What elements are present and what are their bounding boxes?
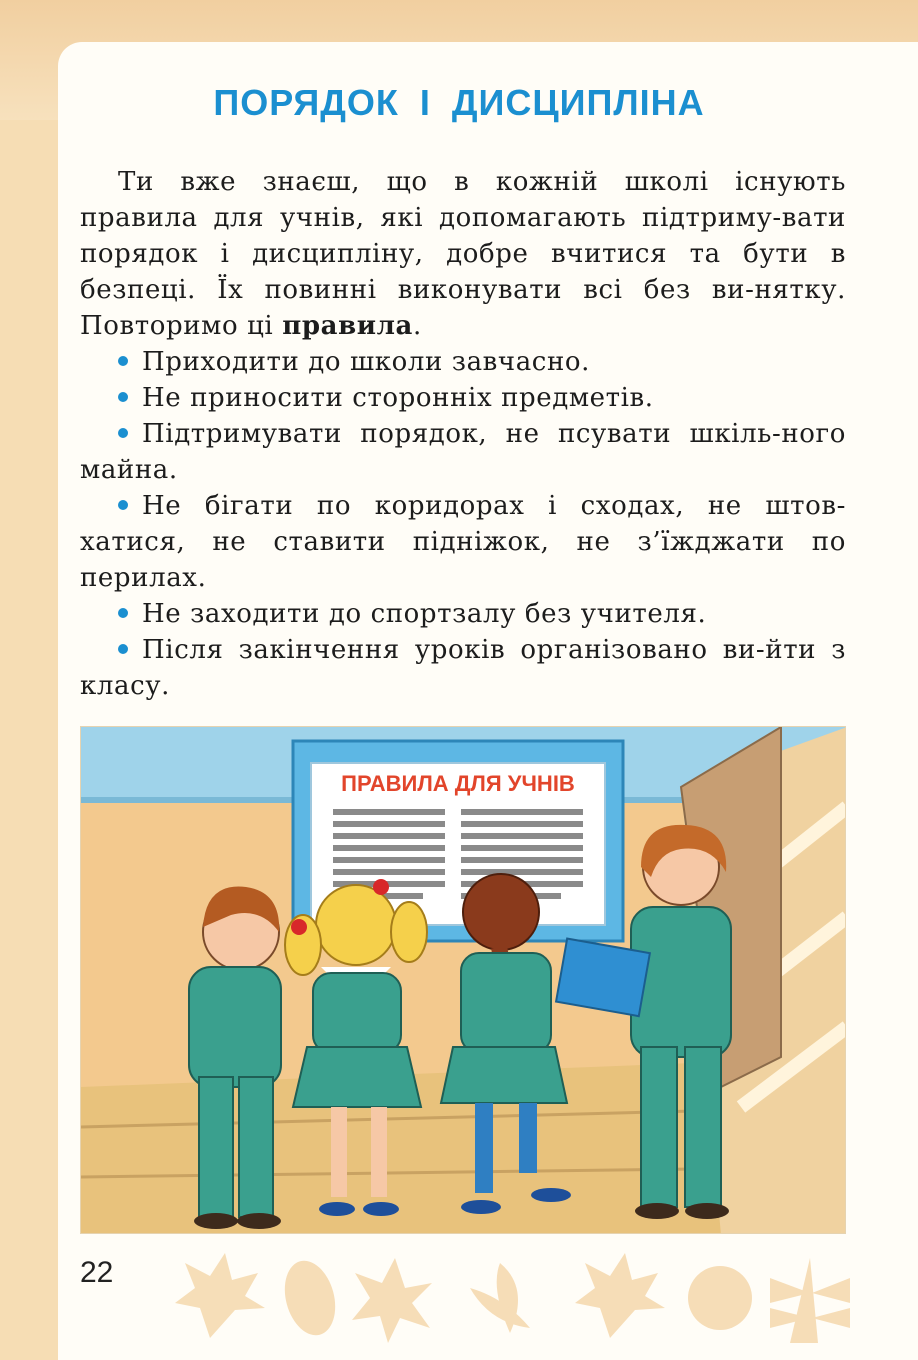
- books: [556, 939, 650, 1017]
- bullet-icon: [118, 644, 128, 654]
- rule-text: Приходити до школи завчасно.: [142, 347, 591, 377]
- rule-item: [80, 596, 846, 632]
- rule-text: Після закінчення уроків організовано ви-йти з класу.: [80, 635, 846, 701]
- page-number: 22: [80, 1256, 114, 1289]
- rule-item: [80, 416, 846, 488]
- intro-text-end: .: [413, 311, 422, 341]
- page-title: ПОРЯДОК І ДИСЦИПЛІНА: [213, 82, 705, 123]
- rule-text: Не приносити сторонніх предметів.: [142, 383, 654, 413]
- decorative-leaves-icon: [170, 1248, 850, 1348]
- rule-item: [80, 344, 846, 380]
- intro-paragraph: [80, 164, 846, 344]
- bullet-icon: [118, 608, 128, 618]
- rule-item: [80, 632, 846, 704]
- bullet-icon: [118, 356, 128, 366]
- rule-text: Не заходити до спортзалу без учителя.: [142, 599, 707, 629]
- intro-bold-word: правила: [282, 311, 414, 341]
- bullet-icon: [118, 392, 128, 402]
- rule-text: Не бігати по коридорах і сходах, не штов-хатися, не ставити підніжок, не з’їжджати по перилах.: [80, 491, 846, 593]
- rule-item: [80, 380, 846, 416]
- rule-item: [80, 488, 846, 596]
- rule-text: Підтримувати порядок, не псувати шкіль-ного майна.: [80, 419, 846, 485]
- bullet-icon: [118, 500, 128, 510]
- body-text: [80, 164, 846, 704]
- intro-text: Ти вже знаєш, що в кожній школі існують правила для учнів, які допомагають підтриму-вати порядок і дисципліну, добре вчитися та бути в безпеці. Їх повинні виконувати всі без ви-нятку. Повторимо ці: [80, 167, 846, 341]
- bullet-icon: [118, 428, 128, 438]
- students-reading-rules-illustration: [80, 726, 846, 1234]
- poster-title: ПРАВИЛА ДЛЯ УЧНІВ: [341, 771, 575, 796]
